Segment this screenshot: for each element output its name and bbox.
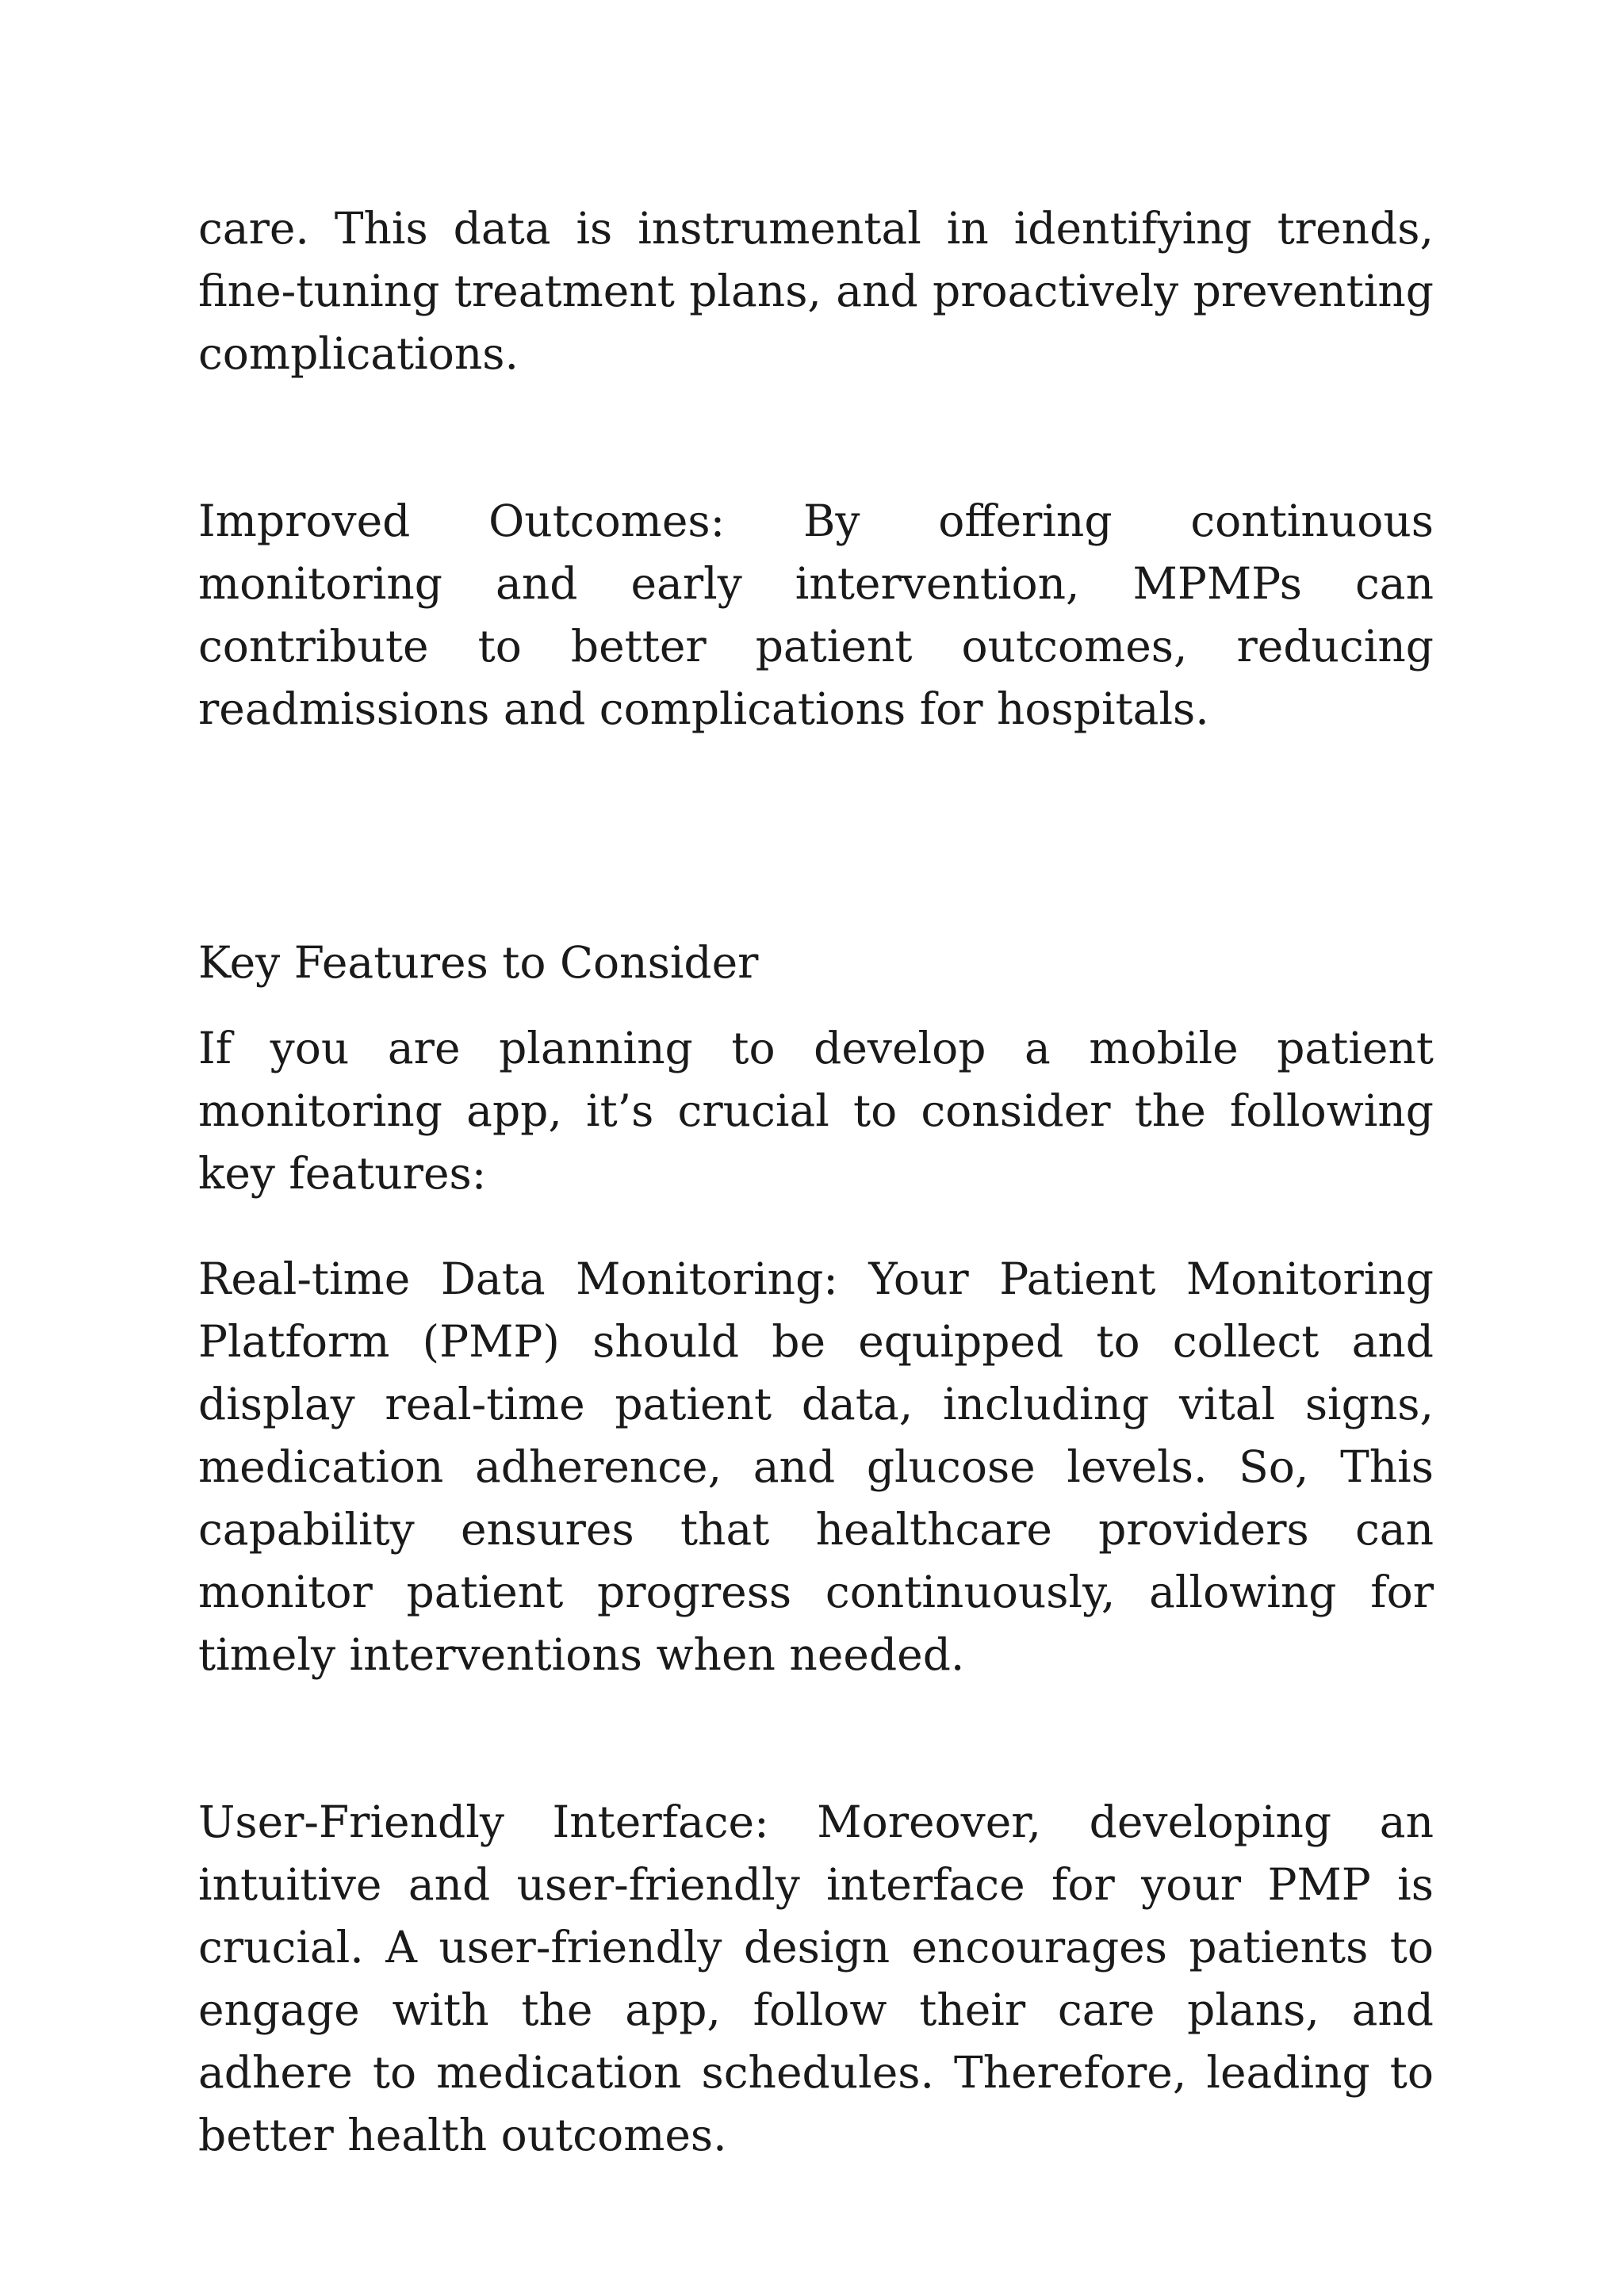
paragraph-intro: If you are planning to develop a mobile patient monitoring app, it’s crucial to consider the following key features: <box>198 1023 1434 1199</box>
paragraph-realtime-monitoring: Real-time Data Monitoring: Your Patient Monitoring Platform (PMP) should be equipped to collect and display real-time patient data, including vital signs, medication adherence, and glucose levels. So, This capability ensures that healthcare providers can monitor patient progress continuously, allowing for timely interventions when needed. <box>198 1253 1434 1680</box>
section-heading: Key Features to Consider <box>198 937 759 988</box>
paragraph-continuation: care. This data is instrumental in identifying trends, fine-tuning treatment plans, and proactively preventing complications. <box>198 203 1434 379</box>
paragraph-user-friendly-interface: User-Friendly Interface: Moreover, developing an intuitive and user-friendly interface for your PMP is crucial. A user-friendly design encourages patients to engage with the app, follow their care plans, and adhere to medication schedules. Therefore, leading to better health outcomes. <box>198 1797 1434 2160</box>
paragraph-improved-outcomes: Improved Outcomes: By offering continuous monitoring and early intervention, MPMPs can contribute to better patient outcomes, reducing readmissions and complications for hospitals. <box>198 496 1434 734</box>
